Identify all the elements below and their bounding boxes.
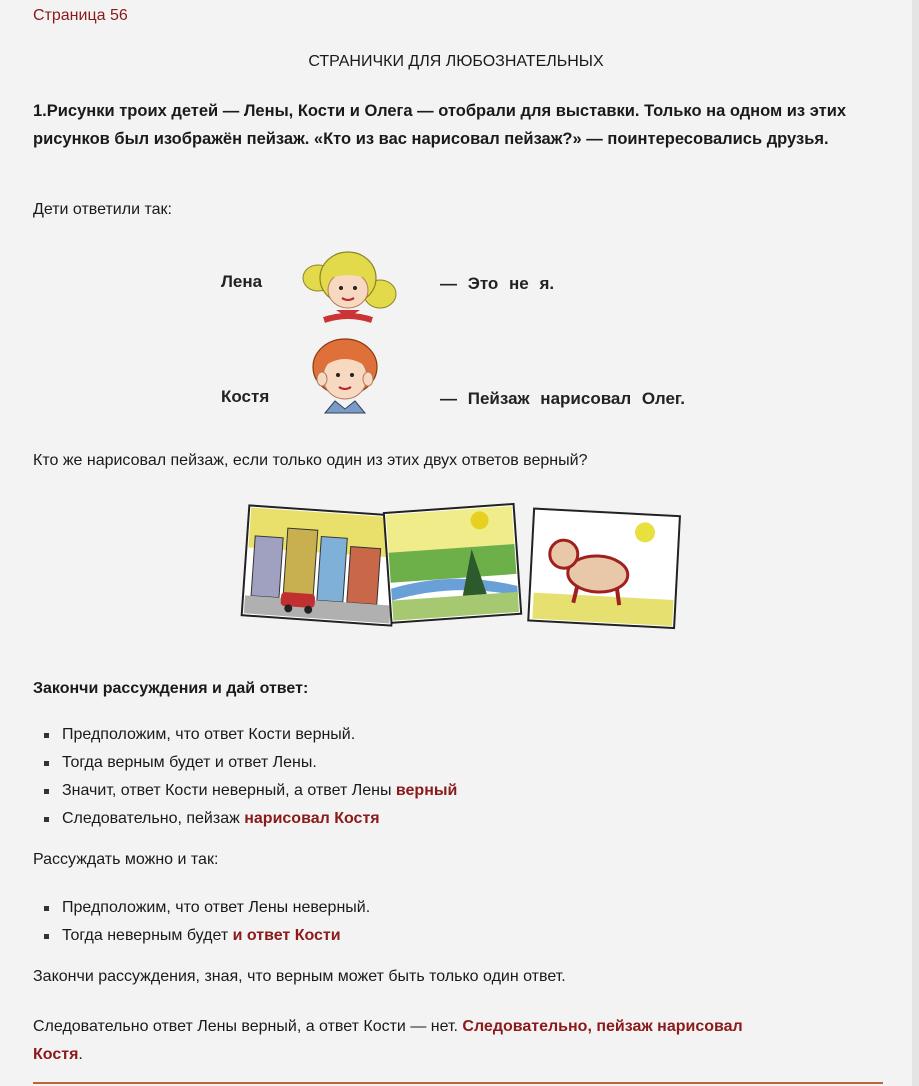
list-item	[43, 895, 370, 923]
list-item	[43, 923, 370, 951]
list-item	[43, 806, 457, 834]
list-item-text: Тогда верным будет и ответ Лены.	[62, 754, 317, 771]
list-item	[43, 778, 457, 806]
list-item-text: Предположим, что ответ Лены неверный.	[62, 899, 371, 916]
question-text: Кто же нарисовал пейзаж, если только один из этих двух ответов верный?	[33, 452, 588, 469]
finish-note: Закончи рассуждения, зная, что верным может быть только один ответ.	[33, 968, 566, 985]
list-item-highlight: верный	[395, 782, 458, 799]
children-answered-label: Дети ответили так:	[33, 201, 172, 218]
bullet-marker	[44, 789, 49, 794]
list-item-text: Значит, ответ Кости неверный, а ответ Лены	[62, 782, 396, 799]
childrens-drawings-illustration	[233, 500, 683, 640]
list-item-highlight: нарисовал Костя	[244, 810, 380, 827]
list-item-highlight: и ответ Кости	[232, 927, 341, 944]
page-number: Страница 56	[33, 7, 128, 24]
list-item-text: Следовательно, пейзаж	[62, 810, 245, 827]
kostya-answer: — Пейзаж нарисовал Олег.	[440, 389, 686, 408]
list-item-text: Тогда неверным будет	[62, 927, 233, 944]
reasoning-list-2	[43, 895, 370, 951]
kostya-face-illustration	[305, 335, 385, 417]
bullet-marker	[44, 761, 49, 766]
child-name-kostya: Костя	[221, 387, 270, 406]
conclusion-paragraph	[33, 1013, 873, 1069]
conclusion-answer: Костя	[33, 1046, 79, 1063]
conclusion-end: .	[78, 1046, 83, 1063]
conclusion-text: Следовательно ответ Лены верный, а ответ Кости — нет.	[33, 1018, 463, 1035]
bottom-divider	[33, 1082, 883, 1084]
bullet-marker	[44, 934, 49, 939]
list-item-text: Предположим, что ответ Кости верный.	[62, 726, 356, 743]
finish-heading: Закончи рассуждения и дай ответ:	[33, 680, 309, 697]
bullet-marker	[44, 906, 49, 911]
conclusion-highlight: Следовательно, пейзаж нарисовал	[462, 1018, 743, 1035]
scrollbar[interactable]	[912, 0, 919, 1086]
task-text: 1.Рисунки троих детей — Лены, Кости и Олега — отобрали для выставки. Только на одном из этих рисунков был изображён пейзаж. «Кто из вас нарисовал пейзаж?» — поинтересовались друзья.	[33, 102, 847, 148]
alt-reasoning-label: Рассуждать можно и так:	[33, 851, 219, 868]
child-name-lena: Лена	[221, 272, 263, 291]
bullet-marker	[44, 817, 49, 822]
reasoning-list-1	[43, 722, 457, 834]
bullet-marker	[44, 733, 49, 738]
section-title: СТРАНИЧКИ ДЛЯ ЛЮБОЗНАТЕЛЬНЫХ	[308, 53, 604, 70]
lena-answer: — Это не я.	[440, 274, 555, 293]
list-item	[43, 722, 457, 750]
list-item	[43, 750, 457, 778]
lena-face-illustration	[296, 246, 400, 326]
